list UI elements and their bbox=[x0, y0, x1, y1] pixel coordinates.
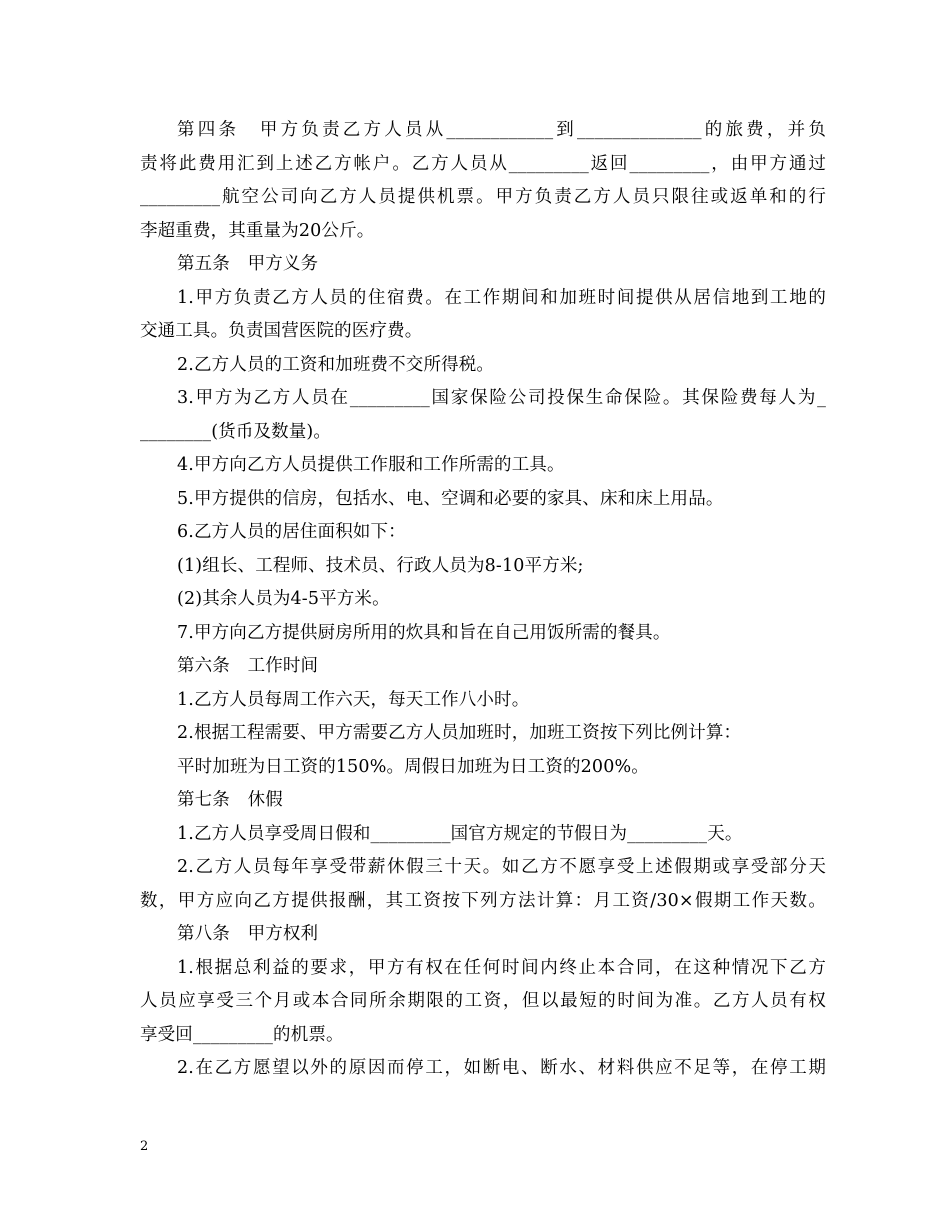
text-line: 1.根据总利益的要求，甲方有权在任何时间内终止本合同，在这种情况下乙方 bbox=[177, 957, 826, 978]
text-line: 6.乙方人员的居住面积如下： bbox=[177, 522, 406, 542]
text-line: 5.甲方提供的信房，包括水、电、空调和必要的家具、床和床上用品。 bbox=[177, 488, 724, 509]
text-line: 3.甲方为乙方人员在_________国家保险公司投保生命保险。其保险费每人为_ bbox=[177, 388, 826, 408]
text-line: 2.在乙方愿望以外的原因而停工，如断电、断水、材料供应不足等，在停工期 bbox=[177, 1058, 826, 1078]
text-line: (2)其余人员为4-5平方米。 bbox=[177, 589, 390, 609]
text-line: 第八条 甲方权利 bbox=[177, 924, 319, 944]
text-line: 2.根据工程需要、甲方需要乙方人员加班时，加班工资按下列比例计算： bbox=[177, 723, 742, 743]
text-line: 平时加班为日工资的150%。周假日加班为日工资的200%。 bbox=[177, 756, 649, 777]
text-line: 7.甲方向乙方提供厨房所用的炊具和旨在自己用饭所需的餐具。 bbox=[177, 622, 671, 643]
text-line: 1.甲方负责乙方人员的住宿费。在工作期间和加班时间提供从居信地到工地的 bbox=[177, 287, 826, 308]
text-line: 1.乙方人员享受周日假和_________国官方规定的节假日为_________天。 bbox=[177, 823, 743, 844]
text-line: 第六条 工作时间 bbox=[177, 656, 319, 676]
text-line: 第五条 甲方义务 bbox=[177, 254, 319, 274]
text-line: 第四条 甲方负责乙方人员从____________到______________的旅费，并负 bbox=[177, 120, 826, 140]
text-line: 2.乙方人员的工资和加班费不交所得税。 bbox=[177, 354, 495, 375]
text-line: 1.乙方人员每周工作六天，每天工作八小时。 bbox=[177, 689, 530, 710]
text-line: ________(货币及数量)。 bbox=[140, 421, 332, 442]
contract-body bbox=[140, 114, 826, 1086]
text-line: (1)组长、工程师、技术员、行政人员为8-10平方米; bbox=[177, 555, 584, 576]
text-line: _________航空公司向乙方人员提供机票。甲方负责乙方人员只限往或返单和的行 bbox=[140, 187, 826, 207]
page-number: 2 bbox=[140, 1139, 149, 1154]
text-line: 享受回_________的机票。 bbox=[140, 1024, 344, 1045]
text-line: 4.甲方向乙方人员提供工作服和工作所需的工具。 bbox=[177, 455, 565, 475]
text-line: 交通工具。负责国营医院的医疗费。 bbox=[140, 321, 423, 341]
text-line: 李超重费，其重量为20公斤。 bbox=[140, 220, 375, 241]
text-line: 2.乙方人员每年享受带薪休假三十天。如乙方不愿享受上述假期或享受部分天 bbox=[177, 857, 826, 877]
text-line: 数，甲方应向乙方提供报酬，其工资按下列方法计算：月工资/30×假期工作天数。 bbox=[140, 890, 826, 911]
text-line: 责将此费用汇到上述乙方帐户。乙方人员从_________返回_________，由甲方通过 bbox=[140, 153, 826, 174]
text-line: 第七条 休假 bbox=[177, 790, 283, 810]
text-line: 人员应享受三个月或本合同所余期限的工资，但以最短的时间为准。乙方人员有权 bbox=[140, 991, 826, 1011]
